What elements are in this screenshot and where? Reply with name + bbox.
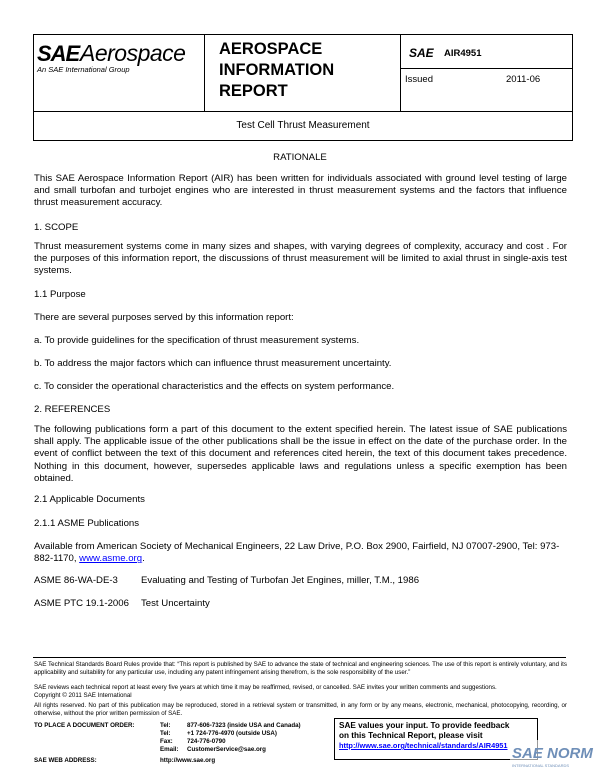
logo-cell — [34, 35, 205, 111]
contact-value: 724-776-0790 — [187, 738, 226, 745]
divider — [401, 68, 572, 69]
asme-publications-heading: 2.1.1 ASME Publications — [34, 518, 140, 529]
web-label: SAE WEB ADDRESS: — [34, 757, 97, 764]
contact-label: Tel: — [160, 730, 171, 737]
report-type-title: AEROSPACE INFORMATION REPORT — [219, 40, 335, 100]
purpose-item-a: a. To provide guidelines for the specification of thrust measurement systems. — [34, 335, 360, 346]
purpose-item-c: c. To consider the operational characteristics and the effects on system performance. — [34, 381, 395, 392]
sae-norm-stamp — [510, 740, 600, 777]
asme-address: Available from American Society of Mechanical Engineers, 22 Law Drive, P.O. Box 2900, Fairfield, NJ 07007-2900, Tel: 973-882-1170, www.asme.org. — [34, 541, 560, 565]
title-cell — [205, 35, 401, 111]
feedback-box: SAE values your input. To provide feedback on this Technical Report, please visit http://www.sae.org/technical/standards/AIR4951 — [334, 718, 538, 760]
references-text: The following publications form a part of this document to the extent specified herein. The latest issue of SAE publications shall apply. The applicable issue of the other publications shall be the issue in effect on the date of the purchase order. In the event of conflict between the text of this document and references cited herein, the text of this document takes precedence. Nothing in this document, however, supersedes applicable laws and regulations unless a specific exemption has been obtained. — [34, 424, 567, 484]
feedback-link[interactable]: http://www.sae.org/technical/standards/AIR4951 — [339, 741, 508, 750]
reference-id: ASME 86-WA-DE-3 — [34, 575, 118, 586]
web-address[interactable]: http://www.sae.org — [160, 757, 216, 764]
purpose-heading: 1.1 Purpose — [34, 289, 86, 300]
asme-link[interactable]: www.asme.org — [79, 553, 143, 565]
doc-info-cell — [401, 35, 572, 111]
reference-title: Evaluating and Testing of Turbofan Jet Engines, miller, T.M., 1986 — [141, 575, 420, 586]
applicable-documents-heading: 2.1 Applicable Documents — [34, 494, 145, 505]
rights-text: All rights reserved. No part of this publication may be reproduced, stored in a retrieval system or transmitted, in any form or by any means, electronic, mechanical, photocopying, recording, or otherwise, without the prior written permission of SAE. — [34, 702, 567, 717]
contact-value: +1 724-776-4970 (outside USA) — [187, 730, 277, 737]
header-box — [33, 34, 573, 112]
subject-box — [33, 110, 573, 141]
scope-heading: 1. SCOPE — [34, 222, 79, 233]
rationale-heading: RATIONALE — [273, 152, 327, 163]
contact-label: Fax: — [160, 738, 173, 745]
contact-label: Email: — [160, 746, 179, 753]
reference-id: ASME PTC 19.1-2006 — [34, 598, 129, 609]
rationale-text: This SAE Aerospace Information Report (AIR) has been written for individuals associated with ground level testing of large and small turbofan and turbojet engines who are interested in thrust measurement systems and the factors that influence thrust measurement accuracy. — [34, 173, 567, 209]
contact-value: CustomerService@sae.org — [187, 746, 266, 753]
document-subject: Test Cell Thrust Measurement — [236, 120, 370, 131]
logo-subtitle: An SAE International Group — [37, 65, 130, 74]
scope-text: Thrust measurement systems come in many sizes and shapes, with varying degrees of complexity, accuracy and cost . For the purposes of this information report, the discussions of thrust measurement will be limited to axial thrust in single-axis test systems. — [34, 241, 567, 277]
sae-logo: SAE — [37, 41, 80, 66]
references-heading: 2. REFERENCES — [34, 404, 111, 415]
copyright: Copyright © 2011 SAE International — [34, 692, 132, 699]
footer-rule — [33, 657, 566, 658]
reference-title: Test Uncertainty — [141, 598, 210, 609]
sae-mark: SAE — [409, 46, 434, 60]
issued-date: 2011-06 — [506, 74, 541, 85]
purpose-intro: There are several purposes served by this information report: — [34, 312, 294, 323]
rules-text: SAE Technical Standards Board Rules provide that: “This report is published by SAE to advance the state of technical and engineering sciences. The use of this report is entirely voluntary, and its applicability and suitability for any particular use, including any patent infringement arising therefrom, is the sole responsibility of the user.” — [34, 661, 567, 676]
stamp-subtext: INTERNATIONAL STANDARDS — [512, 763, 570, 768]
purpose-item-b: b. To address the major factors which can influence thrust measurement uncertainty. — [34, 358, 392, 369]
document-number: AIR4951 — [444, 48, 482, 59]
contact-value: 877-606-7323 (inside USA and Canada) — [187, 722, 301, 729]
order-label: TO PLACE A DOCUMENT ORDER: — [34, 722, 135, 729]
stamp-text: SAE NORM — [512, 745, 593, 762]
contact-label: Tel: — [160, 722, 171, 729]
issued-label: Issued — [405, 74, 433, 85]
review-text: SAE reviews each technical report at least every five years at which time it may be reaffirmed, revised, or cancelled. SAE invites your written comments and suggestions. — [34, 684, 497, 691]
aerospace-logo-text: Aerospace — [80, 40, 186, 66]
